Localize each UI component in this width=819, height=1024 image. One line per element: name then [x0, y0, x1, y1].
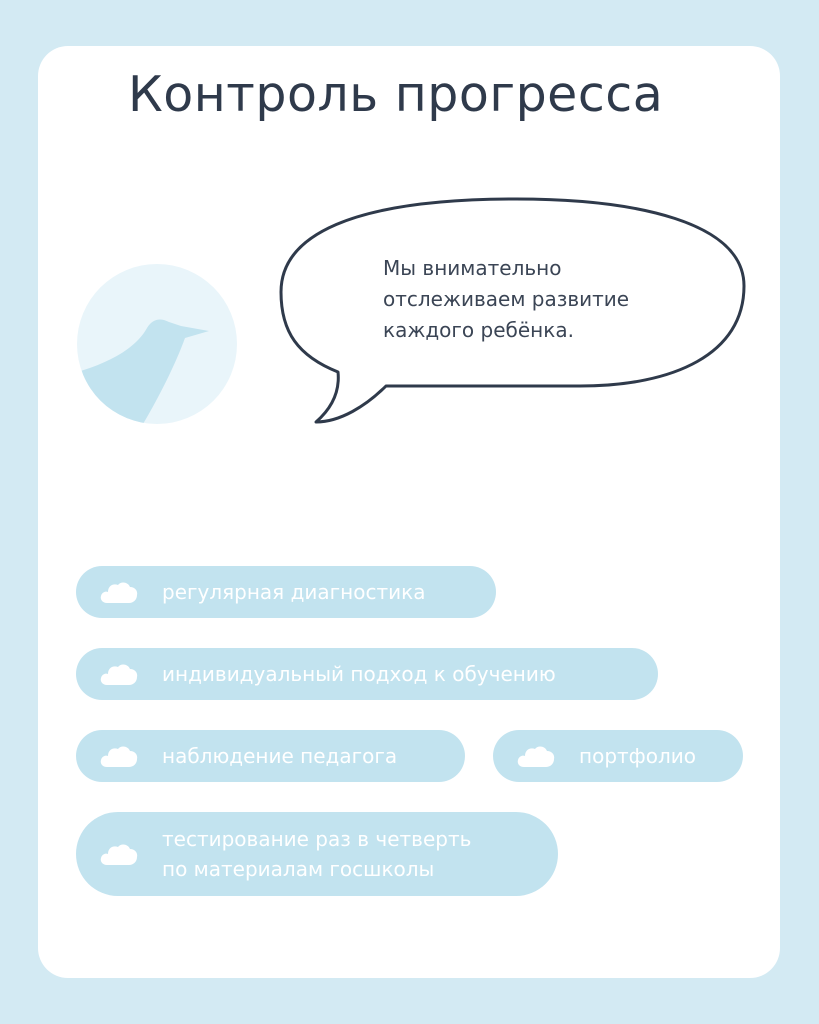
tag-label-line: тестирование раз в четверть: [162, 827, 472, 851]
tag-label: индивидуальный подход к обучению: [162, 662, 556, 686]
tag-quarterly-testing: [76, 812, 558, 896]
speech-text: [383, 253, 629, 346]
cloud-icon: [517, 744, 555, 768]
tag-label: портфолио: [579, 744, 697, 768]
tag-regular-diagnostics: [76, 566, 496, 618]
tag-label-line: по материалам госшколы: [162, 857, 435, 881]
cloud-icon: [100, 842, 138, 866]
speech-line: каждого ребёнка.: [383, 318, 574, 342]
speech-line: отслеживаем развитие: [383, 287, 630, 311]
speech-line: Мы внимательно: [383, 256, 562, 280]
cloud-icon: [100, 662, 138, 686]
tag-teacher-observation: [76, 730, 465, 782]
cloud-icon: [100, 744, 138, 768]
tag-portfolio: [493, 730, 743, 782]
tag-label: [162, 824, 471, 884]
page-title: Контроль прогресса: [128, 66, 664, 123]
tag-label: регулярная диагностика: [162, 580, 426, 604]
tag-label: наблюдение педагога: [162, 744, 398, 768]
tag-individual-approach: [76, 648, 658, 700]
cloud-icon: [100, 580, 138, 604]
bird-avatar-icon: [77, 264, 237, 424]
